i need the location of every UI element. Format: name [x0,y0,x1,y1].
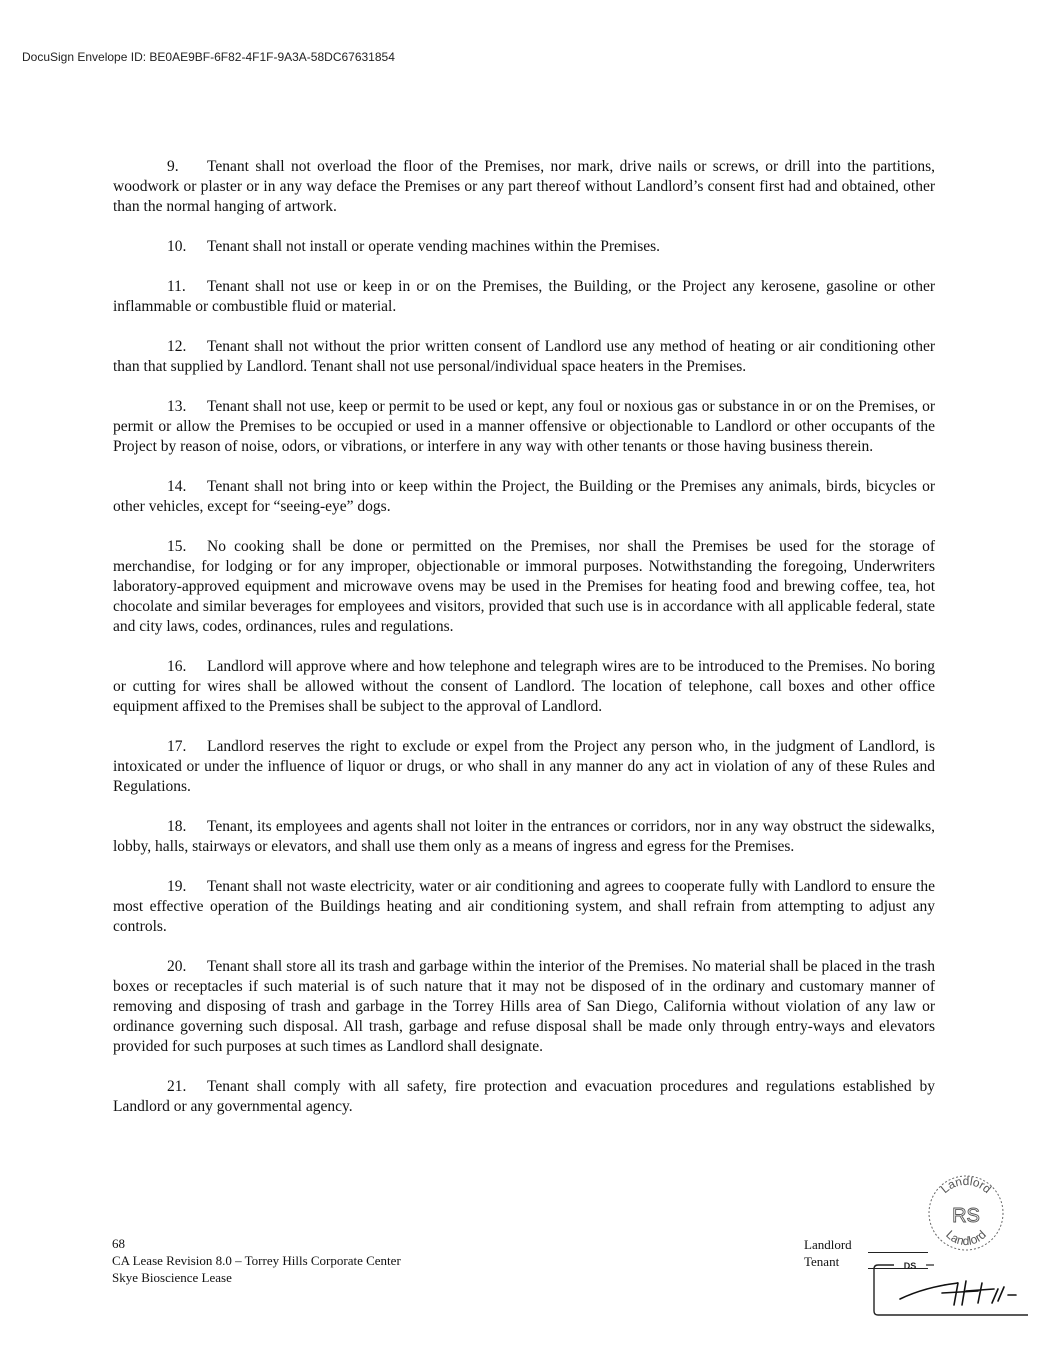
box-top-left [874,1265,894,1269]
rule-number: 13. [167,398,187,415]
rule-paragraph-9 [113,157,935,217]
rule-paragraph-12 [113,337,935,377]
initials-labels [804,1236,852,1270]
rule-paragraph-10 [113,237,935,257]
rule-number: 15. [167,538,187,555]
landlord-initials-line [868,1252,928,1253]
docusign-envelope-id: DocuSign Envelope ID: BE0AE9BF-6F82-4F1F-9A3A-58DC67631854 [22,50,395,64]
rule-number: 9. [167,158,179,175]
rule-text: Landlord reserves the right to exclude or expel from the Project any person who, in the judgment of Landlord, is intoxicated or under the influence of liquor or drugs, or who shall in any manner do any act in violation of any of these Rules and Regulations. [113,738,935,795]
rule-text: Tenant, its employees and agents shall not loiter in the entrances or corridors, nor in any way obstruct the sidewalks, lobby, halls, stairways or elevators, and shall use them only as a means of ingress and egress for the Premises. [113,818,935,855]
tenant-label: Tenant [804,1254,840,1269]
rule-number: 16. [167,658,187,675]
lease-revision: CA Lease Revision 8.0 – Torrey Hills Corporate Center [112,1253,401,1268]
stamp-text-bottom: Landlord [943,1227,989,1249]
stamp-initials: RS [952,1205,980,1227]
rule-number: 10. [167,238,187,255]
rule-number: 19. [167,878,187,895]
lease-name: Skye Bioscience Lease [112,1270,232,1285]
rule-text: Tenant shall not waste electricity, water or air conditioning and agrees to cooperate fully with Landlord to ensure the most effective operation of the Buildings heating and air conditioning system, and shall refrain from attempting to adjust any controls. [113,878,935,935]
tenant-initials-signature [900,1281,1016,1305]
rule-paragraph-14 [113,477,935,517]
rule-number: 14. [167,478,187,495]
rule-text: Tenant shall store all its trash and garbage within the interior of the Premises. No material shall be placed in the trash boxes or receptacles if such material is of such nature that it may not be disposed of in the ordinary and customary manner of removing and disposing of trash and garbage in the Torrey Hills area of San Diego, California without violation of any law or ordinance governing such disposal. All trash, garbage and refuse disposal shall be made only through entry-ways and elevators provided for such purposes at such times as Landlord shall designate. [113,958,935,1055]
rule-number: 17. [167,738,187,755]
rule-text: No cooking shall be done or permitted on the Premises, nor shall the Premises be used for the storage of merchandise, for lodging or for any improper, objectionable or immoral purposes. Notwithstanding the foregoing, Underwriters laboratory-approved equipment and microwave ovens may be used in the Premises for heating food and brewing coffee, tea, hot chocolate and similar beverages for employees and visitors, provided that such use is in accordance with all applicable federal, state and city laws, codes, ordinances, rules and regulations. [113,538,935,635]
rule-paragraph-11 [113,277,935,317]
rule-paragraph-21 [113,1077,935,1117]
rule-number: 21. [167,1078,187,1095]
ds-label: DS [903,1261,917,1271]
rule-text: Tenant shall not without the prior written consent of Landlord use any method of heating or air conditioning other than that supplied by Landlord. Tenant shall not use personal/individual space heaters in the Premises. [113,338,935,375]
footer-document-info [112,1235,401,1286]
rule-number: 20. [167,958,187,975]
rule-paragraph-18 [113,817,935,857]
rules-body [113,157,935,1137]
rule-text: Tenant shall not use or keep in or on the Premises, the Building, or the Project any kerosene, gasoline or other inflammable or combustible fluid or material. [113,278,935,315]
rule-text: Tenant shall comply with all safety, fire protection and evacuation procedures and regulations established by Landlord or any governmental agency. [113,1078,935,1115]
rule-paragraph-13 [113,397,935,457]
landlord-label: Landlord [804,1237,852,1252]
rule-paragraph-16 [113,657,935,717]
rule-text: Tenant shall not install or operate vending machines within the Premises. [207,238,661,255]
page-number: 68 [112,1236,125,1251]
rule-text: Tenant shall not bring into or keep within the Project, the Building or the Premises any animals, birds, bicycles or other vehicles, except for “seeing-eye” dogs. [113,478,935,515]
rule-paragraph-19 [113,877,935,937]
rule-number: 11. [167,278,186,295]
stamp-text-top: Landlord [937,1173,995,1197]
rule-text: Tenant shall not use, keep or permit to be used or kept, any foul or noxious gas or substance in or on the Premises, or permit or allow the Premises to be occupied or used in a manner offensive or objectionable to Landlord or other occupants of the Project by reason of noise, odors, or vibrations, or interfere in any way with other tenants or those having business therein. [113,398,935,455]
rule-paragraph-20 [113,957,935,1057]
rule-paragraph-17 [113,737,935,797]
rule-number: 18. [167,818,187,835]
rule-paragraph-15 [113,537,935,637]
rule-text: Landlord will approve where and how telephone and telegraph wires are to be introduced to the Premises. No boring or cutting for wires shall be allowed without the consent of Landlord. The location of telephone, call boxes and other office equipment affixed to the Premises shall be subject to the approval of Landlord. [113,658,935,715]
rule-number: 12. [167,338,187,355]
tenant-initials-box [870,1261,1030,1319]
rule-text: Tenant shall not overload the floor of the Premises, nor mark, drive nails or screws, or drill into the partitions, woodwork or plaster or in any way deface the Premises or any part thereof without Landlord’s consent first had and obtained, other than the normal hanging of artwork. [113,158,935,215]
landlord-initials-stamp [925,1172,1007,1254]
